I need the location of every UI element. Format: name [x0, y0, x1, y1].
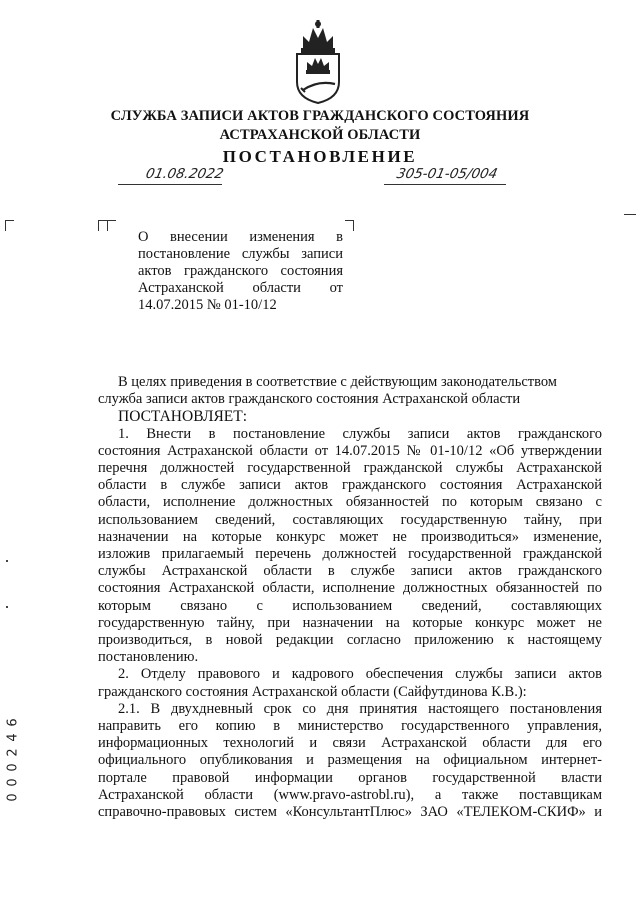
body-line: портале правовой информации органов государственной власти — [98, 769, 602, 786]
number-underline — [384, 184, 506, 185]
handwritten-document-number: 305-01-05/004 — [395, 166, 499, 182]
body-line: справочно-правовых систем «КонсультантПлюс» ЗАО «ТЕЛЕКОМ-СКИФ» и — [98, 804, 602, 821]
margin-stamp-digit: 4 — [5, 733, 21, 742]
document-subject — [138, 229, 343, 314]
body-line: производиться, в новой редакции согласно приложению к настоящему — [98, 632, 602, 649]
body-line: 2.1. В двухдневный срок со дня принятия настоящего постановления — [118, 700, 602, 717]
body-line: состояния Астраханской области от 14.07.2015 № 01-10/12 «Об утверждении — [98, 442, 602, 459]
margin-dot — [6, 606, 8, 608]
body-line: службы Астраханской области в службе записи актов гражданского — [98, 563, 602, 580]
margin-stamp-number — [6, 715, 20, 805]
margin-dot — [6, 560, 8, 562]
subject-line: 14.07.2015 № 01-10/12 — [138, 297, 277, 313]
body-line: области в службе записи актов гражданского состояния Астраханской — [98, 477, 602, 494]
handwritten-date: 01.08.2022 — [144, 166, 225, 182]
organization-name-line1: СЛУЖБА ЗАПИСИ АКТОВ ГРАЖДАНСКОГО СОСТОЯНИЯ — [110, 108, 530, 124]
corner-mark — [345, 220, 354, 231]
body-line: перечня должностей государственной гражданской службы Астраханской — [98, 460, 602, 477]
body-line: гражданского состояния Астраханской области (Сайфутдинова К.В.): — [98, 683, 527, 700]
subject-line: актов гражданского состояния — [138, 263, 343, 279]
body-line: 1. Внести в постановление службы записи актов гражданского — [118, 425, 602, 442]
body-line: Астраханской области (www.pravo-astrobl.ru), а также поставщикам — [98, 786, 602, 803]
subject-line: постановление службы записи — [138, 246, 343, 262]
body-line: служба записи актов гражданского состояния Астраханской области — [98, 391, 521, 408]
coat-of-arms-emblem — [289, 18, 347, 104]
body-line: области, исполнение должностных обязанностей по которым связано с — [98, 494, 602, 511]
document-type-title: ПОСТАНОВЛЕНИЕ — [222, 147, 418, 166]
document-body — [98, 374, 602, 821]
margin-dash — [624, 214, 636, 215]
body-line: назначении на которые конкурс может не производиться» изменение, — [98, 528, 602, 545]
body-line: государственную тайну, при назначении на которые конкурс может не — [98, 614, 602, 631]
body-line: 2. Отделу правового и кадрового обеспечения службы записи актов — [118, 666, 602, 683]
corner-mark — [107, 220, 116, 231]
corner-mark — [5, 220, 14, 231]
margin-stamp-digit: 0 — [5, 763, 21, 772]
date-underline — [118, 184, 222, 185]
subject-line: О внесении изменения в — [138, 229, 343, 245]
margin-stamp-digit: 0 — [5, 793, 21, 802]
body-line: информационных технологий и связи Астраханской области для его — [98, 735, 602, 752]
body-line: изложив прилагаемый перечень должностей государственной гражданской — [98, 546, 602, 563]
subject-line: Астраханской области от — [138, 280, 343, 296]
body-line: состояния Астраханской области, исполнение должностных обязанностей по — [98, 580, 602, 597]
body-line: направить его копию в министерство государственного управления, — [98, 718, 602, 735]
body-line: В целях приведения в соответствие с действующим законодательством — [118, 374, 557, 390]
body-line: использованием сведений, составляющих государственную тайну, при — [98, 511, 602, 528]
organization-name-line2: АСТРАХАНСКОЙ ОБЛАСТИ — [219, 127, 421, 143]
body-line: постановлению. — [98, 649, 199, 666]
margin-stamp-digit: 2 — [5, 748, 21, 757]
body-line: которым связано с использованием сведений, составляющих — [98, 597, 602, 614]
corner-mark — [98, 220, 107, 231]
margin-stamp-digit: 0 — [5, 778, 21, 787]
resolution-keyword: ПОСТАНОВЛЯЕТ: — [118, 408, 248, 426]
body-line: официального опубликования и размещения на официальном интернет- — [98, 752, 602, 769]
margin-stamp-digit: 6 — [5, 718, 21, 727]
